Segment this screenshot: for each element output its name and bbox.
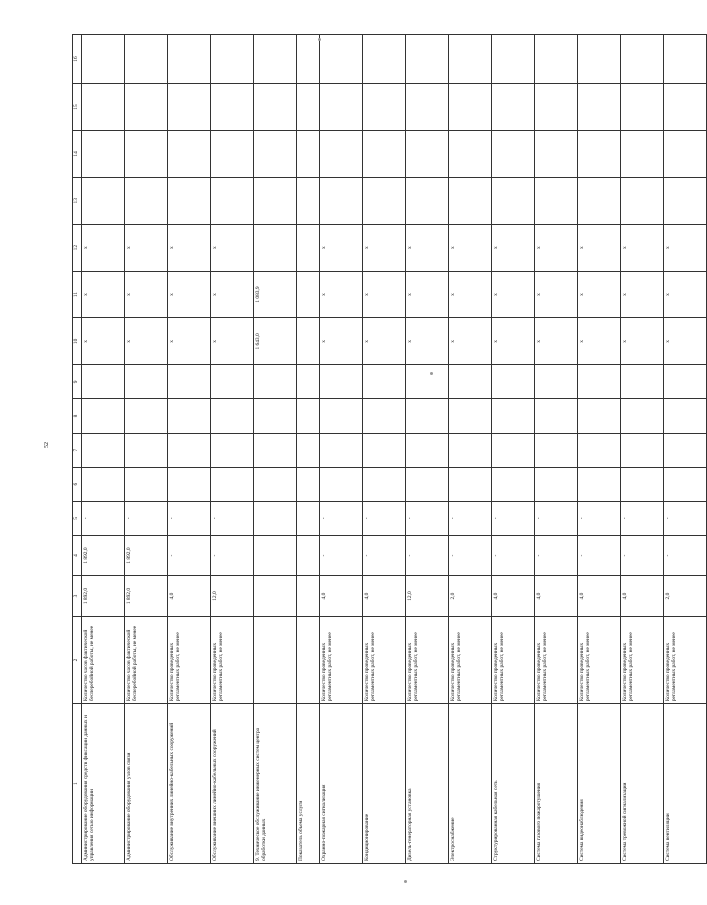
value-cell: 1 643,0 xyxy=(254,318,297,365)
indicator-cell: Количество проведенных регламентных работ, не менее xyxy=(578,616,621,703)
value-cell: x xyxy=(211,224,254,271)
column-number-2: 2 xyxy=(73,616,82,703)
empty-cell xyxy=(578,399,621,433)
empty-cell xyxy=(535,399,578,433)
services-table xyxy=(72,34,707,864)
empty-cell xyxy=(664,365,707,399)
empty-cell xyxy=(492,177,535,224)
indicator-cell xyxy=(254,616,297,703)
column-number-14: 14 xyxy=(73,130,82,177)
value-cell: x xyxy=(211,271,254,318)
value-cell: x xyxy=(320,224,363,271)
value-cell: 2,0 xyxy=(449,576,492,616)
column-number-10: 10 xyxy=(73,318,82,365)
empty-cell xyxy=(578,467,621,501)
empty-cell xyxy=(406,467,449,501)
empty-cell xyxy=(449,467,492,501)
column-number-12: 12 xyxy=(73,224,82,271)
value-cell: x xyxy=(406,271,449,318)
value-cell: - xyxy=(168,535,211,575)
value-cell: - xyxy=(535,501,578,535)
value-cell: x xyxy=(578,224,621,271)
empty-cell xyxy=(82,177,125,224)
empty-cell xyxy=(320,84,363,131)
empty-cell xyxy=(664,467,707,501)
empty-cell xyxy=(578,35,621,84)
empty-cell xyxy=(254,467,297,501)
empty-cell xyxy=(406,433,449,467)
empty-cell xyxy=(492,365,535,399)
empty-cell xyxy=(82,130,125,177)
empty-cell xyxy=(578,177,621,224)
empty-cell xyxy=(406,177,449,224)
value-cell: x xyxy=(664,271,707,318)
value-cell: x xyxy=(492,318,535,365)
empty-cell xyxy=(449,35,492,84)
table-row xyxy=(664,35,707,864)
value-cell: x xyxy=(363,271,406,318)
value-cell: x xyxy=(578,318,621,365)
value-cell: - xyxy=(82,501,125,535)
empty-cell xyxy=(125,35,168,84)
empty-cell xyxy=(664,399,707,433)
value-cell xyxy=(297,318,320,365)
empty-cell xyxy=(621,399,664,433)
column-number-15: 15 xyxy=(73,84,82,131)
value-cell: 1 083,9 xyxy=(254,271,297,318)
value-cell: x xyxy=(320,318,363,365)
empty-cell xyxy=(406,130,449,177)
empty-cell xyxy=(449,177,492,224)
value-cell: 4,0 xyxy=(363,576,406,616)
indicator-cell: Количество проведенных регламентных работ, не менее xyxy=(449,616,492,703)
row-name-cell: Система видеонаблюдения xyxy=(578,704,621,864)
value-cell: x xyxy=(125,224,168,271)
table-row xyxy=(320,35,363,864)
row-name-cell: Дизель-генераторная установка xyxy=(406,704,449,864)
value-cell: x xyxy=(125,318,168,365)
value-cell: 1 892,0 xyxy=(82,535,125,575)
value-cell xyxy=(254,224,297,271)
column-number-8: 8 xyxy=(73,399,82,433)
empty-cell xyxy=(297,84,320,131)
value-cell: x xyxy=(578,271,621,318)
empty-cell xyxy=(621,467,664,501)
empty-cell xyxy=(211,365,254,399)
column-number-1: 1 xyxy=(73,704,82,864)
value-cell: x xyxy=(82,271,125,318)
empty-cell xyxy=(125,467,168,501)
value-cell: 2,0 xyxy=(664,576,707,616)
empty-cell xyxy=(254,84,297,131)
empty-cell xyxy=(449,365,492,399)
column-number-6: 6 xyxy=(73,467,82,501)
value-cell xyxy=(297,576,320,616)
empty-cell xyxy=(664,433,707,467)
empty-cell xyxy=(320,365,363,399)
empty-cell xyxy=(363,467,406,501)
empty-cell xyxy=(82,84,125,131)
empty-cell xyxy=(664,130,707,177)
value-cell: x xyxy=(449,318,492,365)
table-row xyxy=(254,35,297,864)
empty-cell xyxy=(297,365,320,399)
value-cell: x xyxy=(621,224,664,271)
table-row xyxy=(211,35,254,864)
empty-cell xyxy=(297,433,320,467)
row-name-cell: Система вентиляции xyxy=(664,704,707,864)
value-cell: x xyxy=(664,224,707,271)
table-row xyxy=(535,35,578,864)
value-cell: 1 892,0 xyxy=(125,535,168,575)
empty-cell xyxy=(406,399,449,433)
empty-cell xyxy=(168,467,211,501)
empty-cell xyxy=(168,84,211,131)
column-number-11: 11 xyxy=(73,271,82,318)
empty-cell xyxy=(449,399,492,433)
table-row xyxy=(621,35,664,864)
empty-cell xyxy=(320,177,363,224)
empty-cell xyxy=(535,177,578,224)
indicator-cell: Количество проведенных регламентных работ, не менее xyxy=(492,616,535,703)
empty-cell xyxy=(363,365,406,399)
value-cell: 4,0 xyxy=(578,576,621,616)
empty-cell xyxy=(254,365,297,399)
column-number-7: 7 xyxy=(73,433,82,467)
empty-cell xyxy=(211,35,254,84)
row-name-cell: Структурированная кабельная сеть xyxy=(492,704,535,864)
value-cell: x xyxy=(492,224,535,271)
row-name-cell: Электроснабжение xyxy=(449,704,492,864)
value-cell: x xyxy=(535,318,578,365)
empty-cell xyxy=(664,35,707,84)
value-cell xyxy=(297,535,320,575)
empty-cell xyxy=(320,433,363,467)
empty-cell xyxy=(297,177,320,224)
value-cell: - xyxy=(492,535,535,575)
empty-cell xyxy=(211,467,254,501)
empty-cell xyxy=(492,399,535,433)
value-cell: 1 892,0 xyxy=(125,576,168,616)
indicator-cell: Количество проведенных регламентных работ, не менее xyxy=(211,616,254,703)
empty-cell xyxy=(535,84,578,131)
empty-cell xyxy=(363,433,406,467)
value-cell: - xyxy=(125,501,168,535)
indicator-cell: Количество проведенных регламентных работ, не менее xyxy=(406,616,449,703)
value-cell xyxy=(297,271,320,318)
value-cell: - xyxy=(621,535,664,575)
empty-cell xyxy=(492,35,535,84)
row-name-cell: Показатель объема услуги xyxy=(297,704,320,864)
empty-cell xyxy=(254,177,297,224)
empty-cell xyxy=(578,84,621,131)
value-cell: x xyxy=(320,271,363,318)
value-cell: x xyxy=(621,318,664,365)
scan-speck xyxy=(430,372,433,375)
empty-cell xyxy=(492,130,535,177)
value-cell: 4,0 xyxy=(320,576,363,616)
value-cell: - xyxy=(168,501,211,535)
empty-cell xyxy=(125,130,168,177)
value-cell: 12,0 xyxy=(406,576,449,616)
empty-cell xyxy=(535,433,578,467)
value-cell: - xyxy=(664,501,707,535)
value-cell: - xyxy=(664,535,707,575)
empty-cell xyxy=(254,399,297,433)
column-number-row xyxy=(73,35,82,864)
empty-cell xyxy=(621,84,664,131)
indicator-cell: Количество проведенных регламентных работ, не менее xyxy=(535,616,578,703)
empty-cell xyxy=(363,130,406,177)
empty-cell xyxy=(211,433,254,467)
empty-cell xyxy=(297,35,320,84)
empty-cell xyxy=(621,35,664,84)
empty-cell xyxy=(168,130,211,177)
empty-cell xyxy=(535,365,578,399)
value-cell: - xyxy=(578,501,621,535)
empty-cell xyxy=(664,84,707,131)
row-name-cell: Система тревожной сигнализации xyxy=(621,704,664,864)
value-cell: x xyxy=(363,224,406,271)
empty-cell xyxy=(492,433,535,467)
empty-cell xyxy=(125,433,168,467)
empty-cell xyxy=(297,130,320,177)
scan-speck xyxy=(318,38,321,41)
empty-cell xyxy=(621,365,664,399)
indicator-cell xyxy=(297,616,320,703)
empty-cell xyxy=(320,130,363,177)
empty-cell xyxy=(82,433,125,467)
empty-cell xyxy=(82,35,125,84)
row-name-cell: 9. Техническое обслуживание инженерных систем центра обработки данных xyxy=(254,704,297,864)
row-name-cell: Охранно-пожарная сигнализация xyxy=(320,704,363,864)
value-cell: x xyxy=(82,318,125,365)
empty-cell xyxy=(211,130,254,177)
value-cell: x xyxy=(449,224,492,271)
table-row xyxy=(578,35,621,864)
value-cell: x xyxy=(406,318,449,365)
empty-cell xyxy=(168,35,211,84)
value-cell: 4,0 xyxy=(492,576,535,616)
empty-cell xyxy=(254,130,297,177)
value-cell: - xyxy=(211,535,254,575)
value-cell xyxy=(254,576,297,616)
empty-cell xyxy=(320,35,363,84)
empty-cell xyxy=(125,365,168,399)
empty-cell xyxy=(578,365,621,399)
empty-cell xyxy=(168,177,211,224)
value-cell: x xyxy=(168,318,211,365)
value-cell: - xyxy=(211,501,254,535)
column-number-9: 9 xyxy=(73,365,82,399)
value-cell: 1 892,0 xyxy=(82,576,125,616)
empty-cell xyxy=(535,35,578,84)
empty-cell xyxy=(320,467,363,501)
empty-cell xyxy=(125,399,168,433)
page-number: 52 xyxy=(44,442,50,448)
value-cell: - xyxy=(406,535,449,575)
row-name-cell: Администрирование оборудования средств фиксации данных и управления сетью информации xyxy=(82,704,125,864)
indicator-cell: Количество часов фактической бесперебойной работы, не менее xyxy=(82,616,125,703)
value-cell: x xyxy=(406,224,449,271)
empty-cell xyxy=(449,433,492,467)
value-cell: x xyxy=(492,271,535,318)
empty-cell xyxy=(125,177,168,224)
indicator-cell: Количество проведенных регламентных работ, не менее xyxy=(363,616,406,703)
value-cell: - xyxy=(320,501,363,535)
table-row xyxy=(363,35,406,864)
indicator-cell: Количество проведенных регламентных работ, не менее xyxy=(168,616,211,703)
table-row xyxy=(82,35,125,864)
rotated-table-frame xyxy=(72,34,677,864)
indicator-cell: Количество проведенных регламентных работ, не менее xyxy=(621,616,664,703)
table-row xyxy=(125,35,168,864)
empty-cell xyxy=(297,467,320,501)
value-cell: x xyxy=(664,318,707,365)
value-cell: - xyxy=(535,535,578,575)
value-cell: - xyxy=(578,535,621,575)
table-row xyxy=(449,35,492,864)
value-cell: x xyxy=(363,318,406,365)
value-cell: 4,0 xyxy=(535,576,578,616)
empty-cell xyxy=(492,84,535,131)
value-cell: x xyxy=(82,224,125,271)
table-row xyxy=(297,35,320,864)
column-number-3: 3 xyxy=(73,576,82,616)
value-cell: x xyxy=(535,224,578,271)
empty-cell xyxy=(363,35,406,84)
value-cell: x xyxy=(449,271,492,318)
column-number-4: 4 xyxy=(73,535,82,575)
value-cell xyxy=(254,535,297,575)
indicator-cell: Количество проведенных регламентных работ, не менее xyxy=(664,616,707,703)
value-cell: x xyxy=(125,271,168,318)
value-cell: - xyxy=(363,501,406,535)
empty-cell xyxy=(621,177,664,224)
empty-cell xyxy=(406,365,449,399)
empty-cell xyxy=(168,365,211,399)
indicator-cell: Количество часов фактической бесперебойной работы, не менее xyxy=(125,616,168,703)
empty-cell xyxy=(492,467,535,501)
empty-cell xyxy=(168,433,211,467)
empty-cell xyxy=(578,130,621,177)
empty-cell xyxy=(535,467,578,501)
row-name-cell: Обслуживание внутренних линейно-кабельных сооружений xyxy=(168,704,211,864)
row-name-cell: Кондиционирование xyxy=(363,704,406,864)
value-cell: - xyxy=(492,501,535,535)
value-cell xyxy=(297,224,320,271)
value-cell: 12,0 xyxy=(211,576,254,616)
empty-cell xyxy=(82,399,125,433)
value-cell: - xyxy=(363,535,406,575)
table-row xyxy=(406,35,449,864)
value-cell xyxy=(297,501,320,535)
empty-cell xyxy=(363,399,406,433)
value-cell: - xyxy=(406,501,449,535)
value-cell: - xyxy=(449,501,492,535)
empty-cell xyxy=(320,399,363,433)
empty-cell xyxy=(297,399,320,433)
value-cell: - xyxy=(320,535,363,575)
table-row xyxy=(168,35,211,864)
empty-cell xyxy=(664,177,707,224)
empty-cell xyxy=(254,433,297,467)
empty-cell xyxy=(82,365,125,399)
empty-cell xyxy=(363,84,406,131)
empty-cell xyxy=(406,84,449,131)
value-cell: x xyxy=(211,318,254,365)
indicator-cell: Количество проведенных регламентных работ, не менее xyxy=(320,616,363,703)
empty-cell xyxy=(621,130,664,177)
value-cell: x xyxy=(168,224,211,271)
table-body xyxy=(82,35,707,864)
value-cell: x xyxy=(168,271,211,318)
column-number-16: 16 xyxy=(73,35,82,84)
empty-cell xyxy=(449,130,492,177)
row-name-cell: Система газового пожаротушения xyxy=(535,704,578,864)
empty-cell xyxy=(621,433,664,467)
table-row xyxy=(492,35,535,864)
value-cell: 4,0 xyxy=(168,576,211,616)
empty-cell xyxy=(535,130,578,177)
row-name-cell: Обслуживание внешних линейно-кабельных сооружений xyxy=(211,704,254,864)
row-name-cell: Администрирование оборудования узлов связи xyxy=(125,704,168,864)
column-number-5: 5 xyxy=(73,501,82,535)
empty-cell xyxy=(125,84,168,131)
empty-cell xyxy=(449,84,492,131)
value-cell: x xyxy=(535,271,578,318)
scan-speck xyxy=(404,880,407,883)
empty-cell xyxy=(211,399,254,433)
column-number-13: 13 xyxy=(73,177,82,224)
empty-cell xyxy=(578,433,621,467)
value-cell: 4,0 xyxy=(621,576,664,616)
empty-cell xyxy=(406,35,449,84)
value-cell: - xyxy=(621,501,664,535)
empty-cell xyxy=(363,177,406,224)
empty-cell xyxy=(211,84,254,131)
empty-cell xyxy=(168,399,211,433)
empty-cell xyxy=(82,467,125,501)
empty-cell xyxy=(211,177,254,224)
value-cell: - xyxy=(449,535,492,575)
value-cell: x xyxy=(621,271,664,318)
empty-cell xyxy=(254,35,297,84)
value-cell xyxy=(254,501,297,535)
